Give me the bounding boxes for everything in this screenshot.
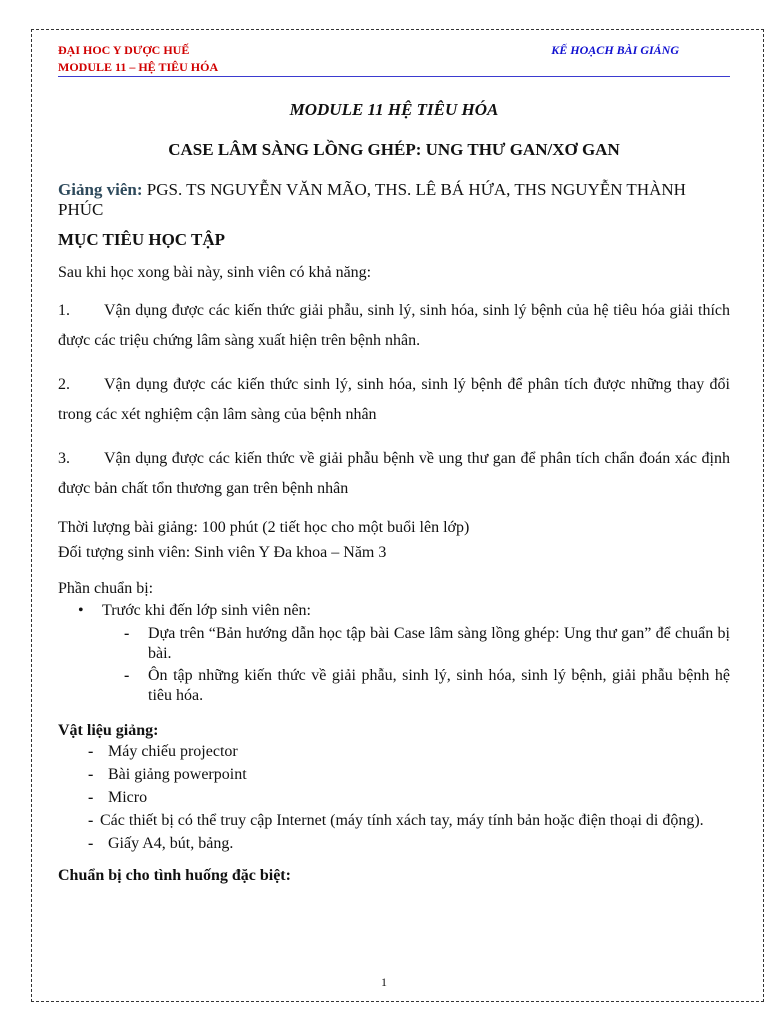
document-title: MODULE 11 HỆ TIÊU HÓA <box>289 100 499 119</box>
special-preparation-heading: Chuẩn bị cho tình huống đặc biệt: <box>58 867 291 884</box>
header-plan: KẾ HOẠCH BÀI GIẢNG <box>551 43 679 57</box>
dash-mark: - <box>88 743 94 760</box>
preparation-bullet <box>78 600 730 622</box>
objective-text: Vận dụng được các kiến thức giải phẫu, sinh lý, sinh hóa, sinh lý bệnh của hệ tiêu hóa giải thích được các triệu chứng lâm sàng xuất hiện trên bệnh nhân. <box>58 302 730 349</box>
dash-mark: - <box>124 625 130 642</box>
document-subtitle: CASE LÂM SÀNG LỒNG GHÉP: UNG THƯ GAN/XƠ GAN <box>168 140 620 159</box>
dash-mark: - <box>124 667 130 684</box>
document-body <box>58 100 730 885</box>
objective-number: 1. <box>58 302 70 319</box>
header-university: ĐẠI HOC Y DƯỢC HUẾ <box>58 43 190 57</box>
dash-mark: - <box>88 835 94 852</box>
objective-text: Vận dụng được các kiến thức sinh lý, sinh hóa, sinh lý bệnh để phân tích được những thay đổi trong các xét nghiệm cận lâm sàng của bệnh nhân <box>58 376 730 423</box>
preparation-item-text: Ôn tập những kiến thức về giải phẫu, sinh lý, sinh hóa, sinh lý bệnh, giải phẫu bệnh hệ tiêu hóa. <box>148 667 730 704</box>
preparation-item <box>124 624 730 664</box>
course-info <box>58 514 730 564</box>
material-text: Micro <box>108 789 148 806</box>
duration-text: Thời lượng bài giảng: 100 phút (2 tiết học cho một buổi lên lớp) <box>58 519 470 536</box>
objective-item <box>58 444 730 504</box>
dash-mark: - <box>88 766 94 783</box>
objectives-heading: MỤC TIÊU HỌC TẬP <box>58 230 226 249</box>
materials-title: Vật liệu giảng: <box>58 722 159 739</box>
material-item <box>88 809 730 832</box>
lecturer-names: PGS. TS NGUYỄN VĂN MÃO, THS. LÊ BÁ HỨA, THS NGUYỄN THÀNH PHÚC <box>58 180 686 219</box>
preparation-item <box>124 666 730 706</box>
material-text: Giấy A4, bút, bảng. <box>108 835 234 852</box>
material-text: Các thiết bị có thể truy cập Internet (máy tính xách tay, máy tính bản hoặc điện thoại di động). <box>100 812 704 829</box>
lecturer-label: Giảng viên: <box>58 180 143 199</box>
material-text: Bài giảng powerpoint <box>108 766 247 783</box>
objective-text: Vận dụng được các kiến thức về giải phẫu bệnh về ung thư gan để phân tích chẩn đoán xác định được bản chất tổn thương gan trên bệnh nhân <box>58 450 730 497</box>
dash-mark: - <box>88 812 94 829</box>
objective-number: 3. <box>58 450 70 467</box>
material-item <box>88 832 730 855</box>
material-item <box>88 740 730 763</box>
header-divider <box>58 76 730 77</box>
objective-item <box>58 296 730 356</box>
page-header <box>58 42 730 76</box>
header-module: MODULE 11 – HỆ TIÊU HÓA <box>58 60 219 74</box>
objective-number: 2. <box>58 376 70 393</box>
objectives-intro: Sau khi học xong bài này, sinh viên có khả năng: <box>58 264 372 281</box>
bullet-dot: • <box>78 602 84 619</box>
lecturer-line <box>58 180 730 220</box>
material-text: Máy chiếu projector <box>108 743 238 760</box>
objective-item <box>58 370 730 430</box>
dash-mark: - <box>88 789 94 806</box>
preparation-title: Phần chuẩn bị: <box>58 580 154 597</box>
audience-text: Đối tượng sinh viên: Sinh viên Y Đa khoa – Năm 3 <box>58 544 387 561</box>
preparation-bullet-text: Trước khi đến lớp sinh viên nên: <box>102 602 311 619</box>
preparation-item-text: Dựa trên “Bản hướng dẫn học tập bài Case lâm sàng lồng ghép: Ung thư gan” để chuẩn bị bài. <box>148 625 730 662</box>
material-item <box>88 786 730 809</box>
material-item <box>88 763 730 786</box>
page-number: 1 <box>381 975 387 989</box>
